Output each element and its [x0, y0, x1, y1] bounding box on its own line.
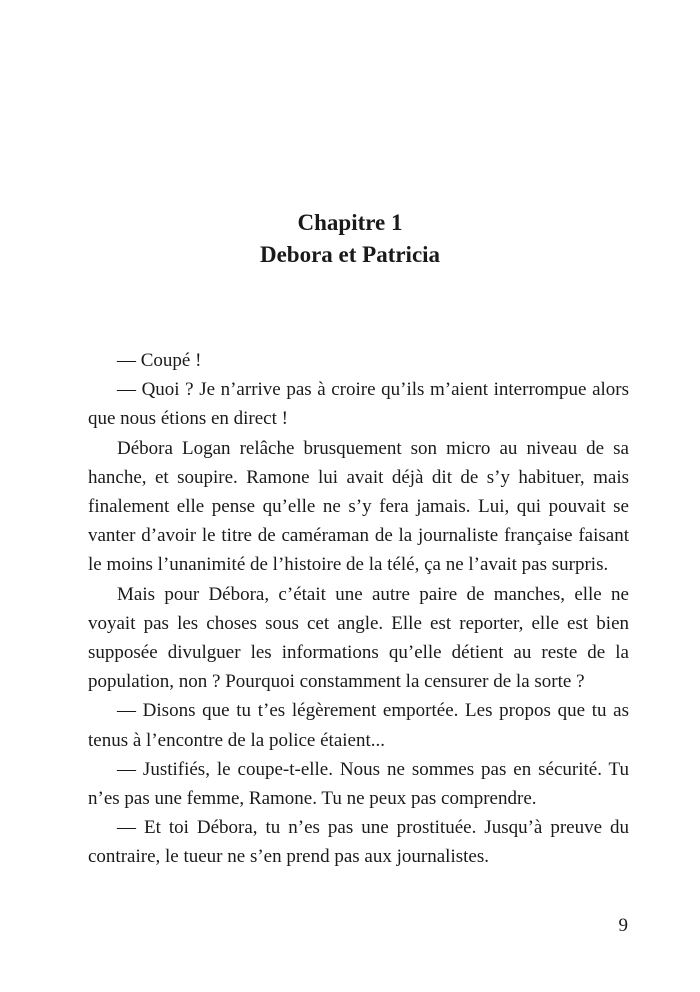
paragraph: — Et toi Débora, tu n’es pas une prostituée. Jusqu’à preuve du contraire, le tueur ne s’en prend pas aux journalistes. — [88, 817, 629, 868]
paragraph: Mais pour Débora, c’était une autre paire de manches, elle ne voyait pas les choses sous cet angle. Elle est reporter, elle est bien supposée divulguer les informations qu’elle détient au reste de la population, non ? Pourquoi constamment la censurer de la sorte ? — [88, 583, 629, 693]
paragraph: Débora Logan relâche brusquement son micro au niveau de sa hanche, et soupire. Ramone lui avait déjà dit de s’y habituer, mais finalement elle pense qu’elle ne s’y fera jamais. Lui, qui pouvait se vanter d’avoir le titre de caméraman de la journaliste française faisant le moins l’unanimité de l’histoire de la télé, ça ne l’avait pas surpris. — [88, 437, 629, 576]
chapter-title: Debora et Patricia — [259, 242, 441, 267]
chapter-heading — [0, 207, 700, 271]
chapter-number: Chapitre 1 — [297, 210, 403, 235]
paragraph: — Coupé ! — [117, 350, 202, 371]
paragraph: — Quoi ? Je n’arrive pas à croire qu’ils m’aient interrompue alors que nous étions en direct ! — [88, 379, 629, 430]
paragraph: — Justifiés, le coupe-t-elle. Nous ne sommes pas en sécurité. Tu n’es pas une femme, Ramone. Tu ne peux pas comprendre. — [88, 758, 629, 810]
paragraph: — Disons que tu t’es légèrement emportée. Les propos que tu as tenus à l’encontre de la police étaient... — [88, 700, 629, 751]
page-number: 9 — [618, 915, 628, 936]
chapter-body — [88, 346, 629, 872]
